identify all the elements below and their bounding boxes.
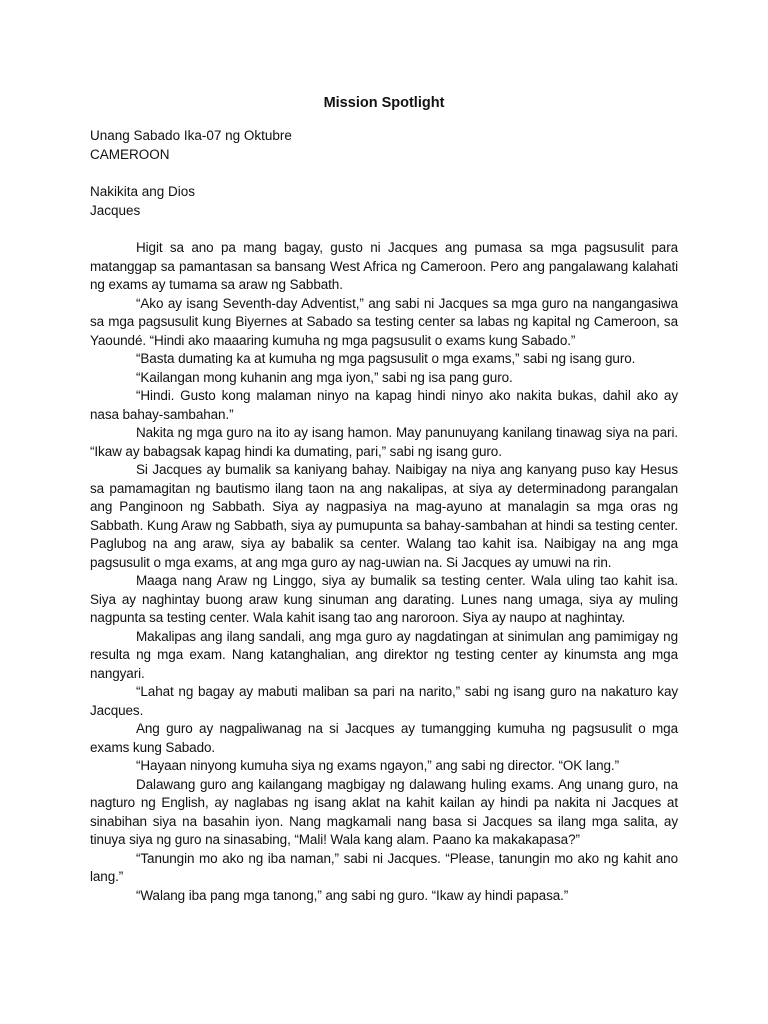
lesson-meta — [90, 126, 678, 164]
story-meta — [90, 182, 678, 220]
paragraph: “Hindi. Gusto kong malaman ninyo na kapag hindi ninyo ako nakita bukas, dahil ako ay nasa bahay-sambahan.” — [90, 388, 678, 422]
paragraph: “Hayaan ninyong kumuha siya ng exams ngayon,” ang sabi ng director. “OK lang.” — [136, 758, 619, 773]
paragraph: “Tanungin mo ako ng iba naman,” sabi ni Jacques. “Please, tanungin mo ako ng kahit ano lang.” — [90, 850, 678, 884]
lesson-country: CAMEROON — [90, 147, 170, 162]
document-page — [90, 92, 678, 905]
paragraph: “Lahat ng bagay ay mabuti maliban sa pari na narito,” sabi ng isang guro na nakaturo kay Jacques. — [90, 684, 678, 718]
paragraph: “Walang iba pang mga tanong,” ang sabi ng guro. “Ikaw ay hindi papasa.” — [136, 887, 569, 903]
paragraph: Si Jacques ay bumalik sa kaniyang bahay. Naibigay na niya ang kanyang puso kay Hesus sa pamamagitan ng bautismo ilang taon na ang nakalipas, at siya ay determinadong parangalan ang Panginoon ng Sabbath. Siya ay nagpasiya na mag-ayuno at manalagin sa mga oras ng Sabbath. Kung Araw ng Sabbath, siya ay pumupunta sa bahay-sambahan at hindi sa testing center. Paglubog na ang araw, siya ay babalik sa center. Walang tao kahit isa. Naibigay na ang mga pagsusulit o mga exams, at ang mga guro ay nag-uwian na. Si Jacques ay umuwi na rin. — [90, 462, 678, 570]
paragraph: Dalawang guro ang kailangang magbigay ng dalawang huling exams. Ang unang guro, na nagturo ng English, ay naglabas ng isang aklat na kahit kailan ay hindi pa nakita ni Jacques at sinabihan siya na basahin iyon. Nang magkamali nang basa si Jacques sa ilang mga salita, ay tinuya siya ng guro na sinasabing, “Mali! Wala kang alam. Paano ka makakapasa?” — [90, 776, 678, 847]
story-title: Nakikita ang Dios — [90, 184, 196, 199]
paragraph: Ang guro ay nagpaliwanag na si Jacques ay tumangging kumuha ng pagsusulit o mga exams kung Sabado. — [90, 721, 678, 755]
paragraph: Makalipas ang ilang sandali, ang mga guro ay nagdatingan at sinimulan ang pamimigay ng resulta ng mga exam. Nang katanghalian, ang direktor ng testing center ay kinumsta ang mga nangyari. — [90, 628, 678, 681]
document-title: Mission Spotlight — [323, 95, 445, 111]
paragraph: “Ako ay isang Seventh-day Adventist,” ang sabi ni Jacques sa mga guro na nangangasiwa sa mga pagsusulit kung Biyernes at Sabado sa testing center sa labas ng kapital ng Cameroon, sa Yaoundé. “Hindi ako maaaring kumuha ng mga pagsusulit o exams kung Sabado.” — [90, 295, 678, 348]
paragraph: Higit sa ano pa mang bagay, gusto ni Jacques ang pumasa sa mga pagsusulit para matanggap sa pamantasan sa bansang West Africa ng Cameroon. Pero ang pangalawang kalahati ng exams ay tumama sa araw ng Sabbath. — [90, 240, 678, 292]
paragraph: “Kailangan mong kuhanin ang mga iyon,” sabi ng isa pang guro. — [136, 369, 513, 385]
paragraph: Nakita ng mga guro na ito ay isang hamon. May panunuyang kanilang tinawag siya na pari. “Ikaw ay babagsak kapag hindi ka dumating, pari,” sabi ng isang guro. — [90, 425, 678, 459]
paragraph: “Basta dumating ka at kumuha ng mga pagsusulit o mga exams,” sabi ng isang guro. — [136, 351, 636, 366]
story-person: Jacques — [90, 203, 141, 218]
lesson-date: Unang Sabado Ika-07 ng Oktubre — [90, 128, 292, 143]
paragraph: Maaga nang Araw ng Linggo, siya ay bumalik sa testing center. Wala uling tao kahit isa. Siya ay naghintay buong araw kung sinuman ang darating. Lunes nang umaga, siya ay muling nagpunta sa testing center. Wala kahit isang tao ang naroroon. Siya ay naupo at naghintay. — [90, 573, 678, 625]
story-body — [90, 239, 678, 905]
